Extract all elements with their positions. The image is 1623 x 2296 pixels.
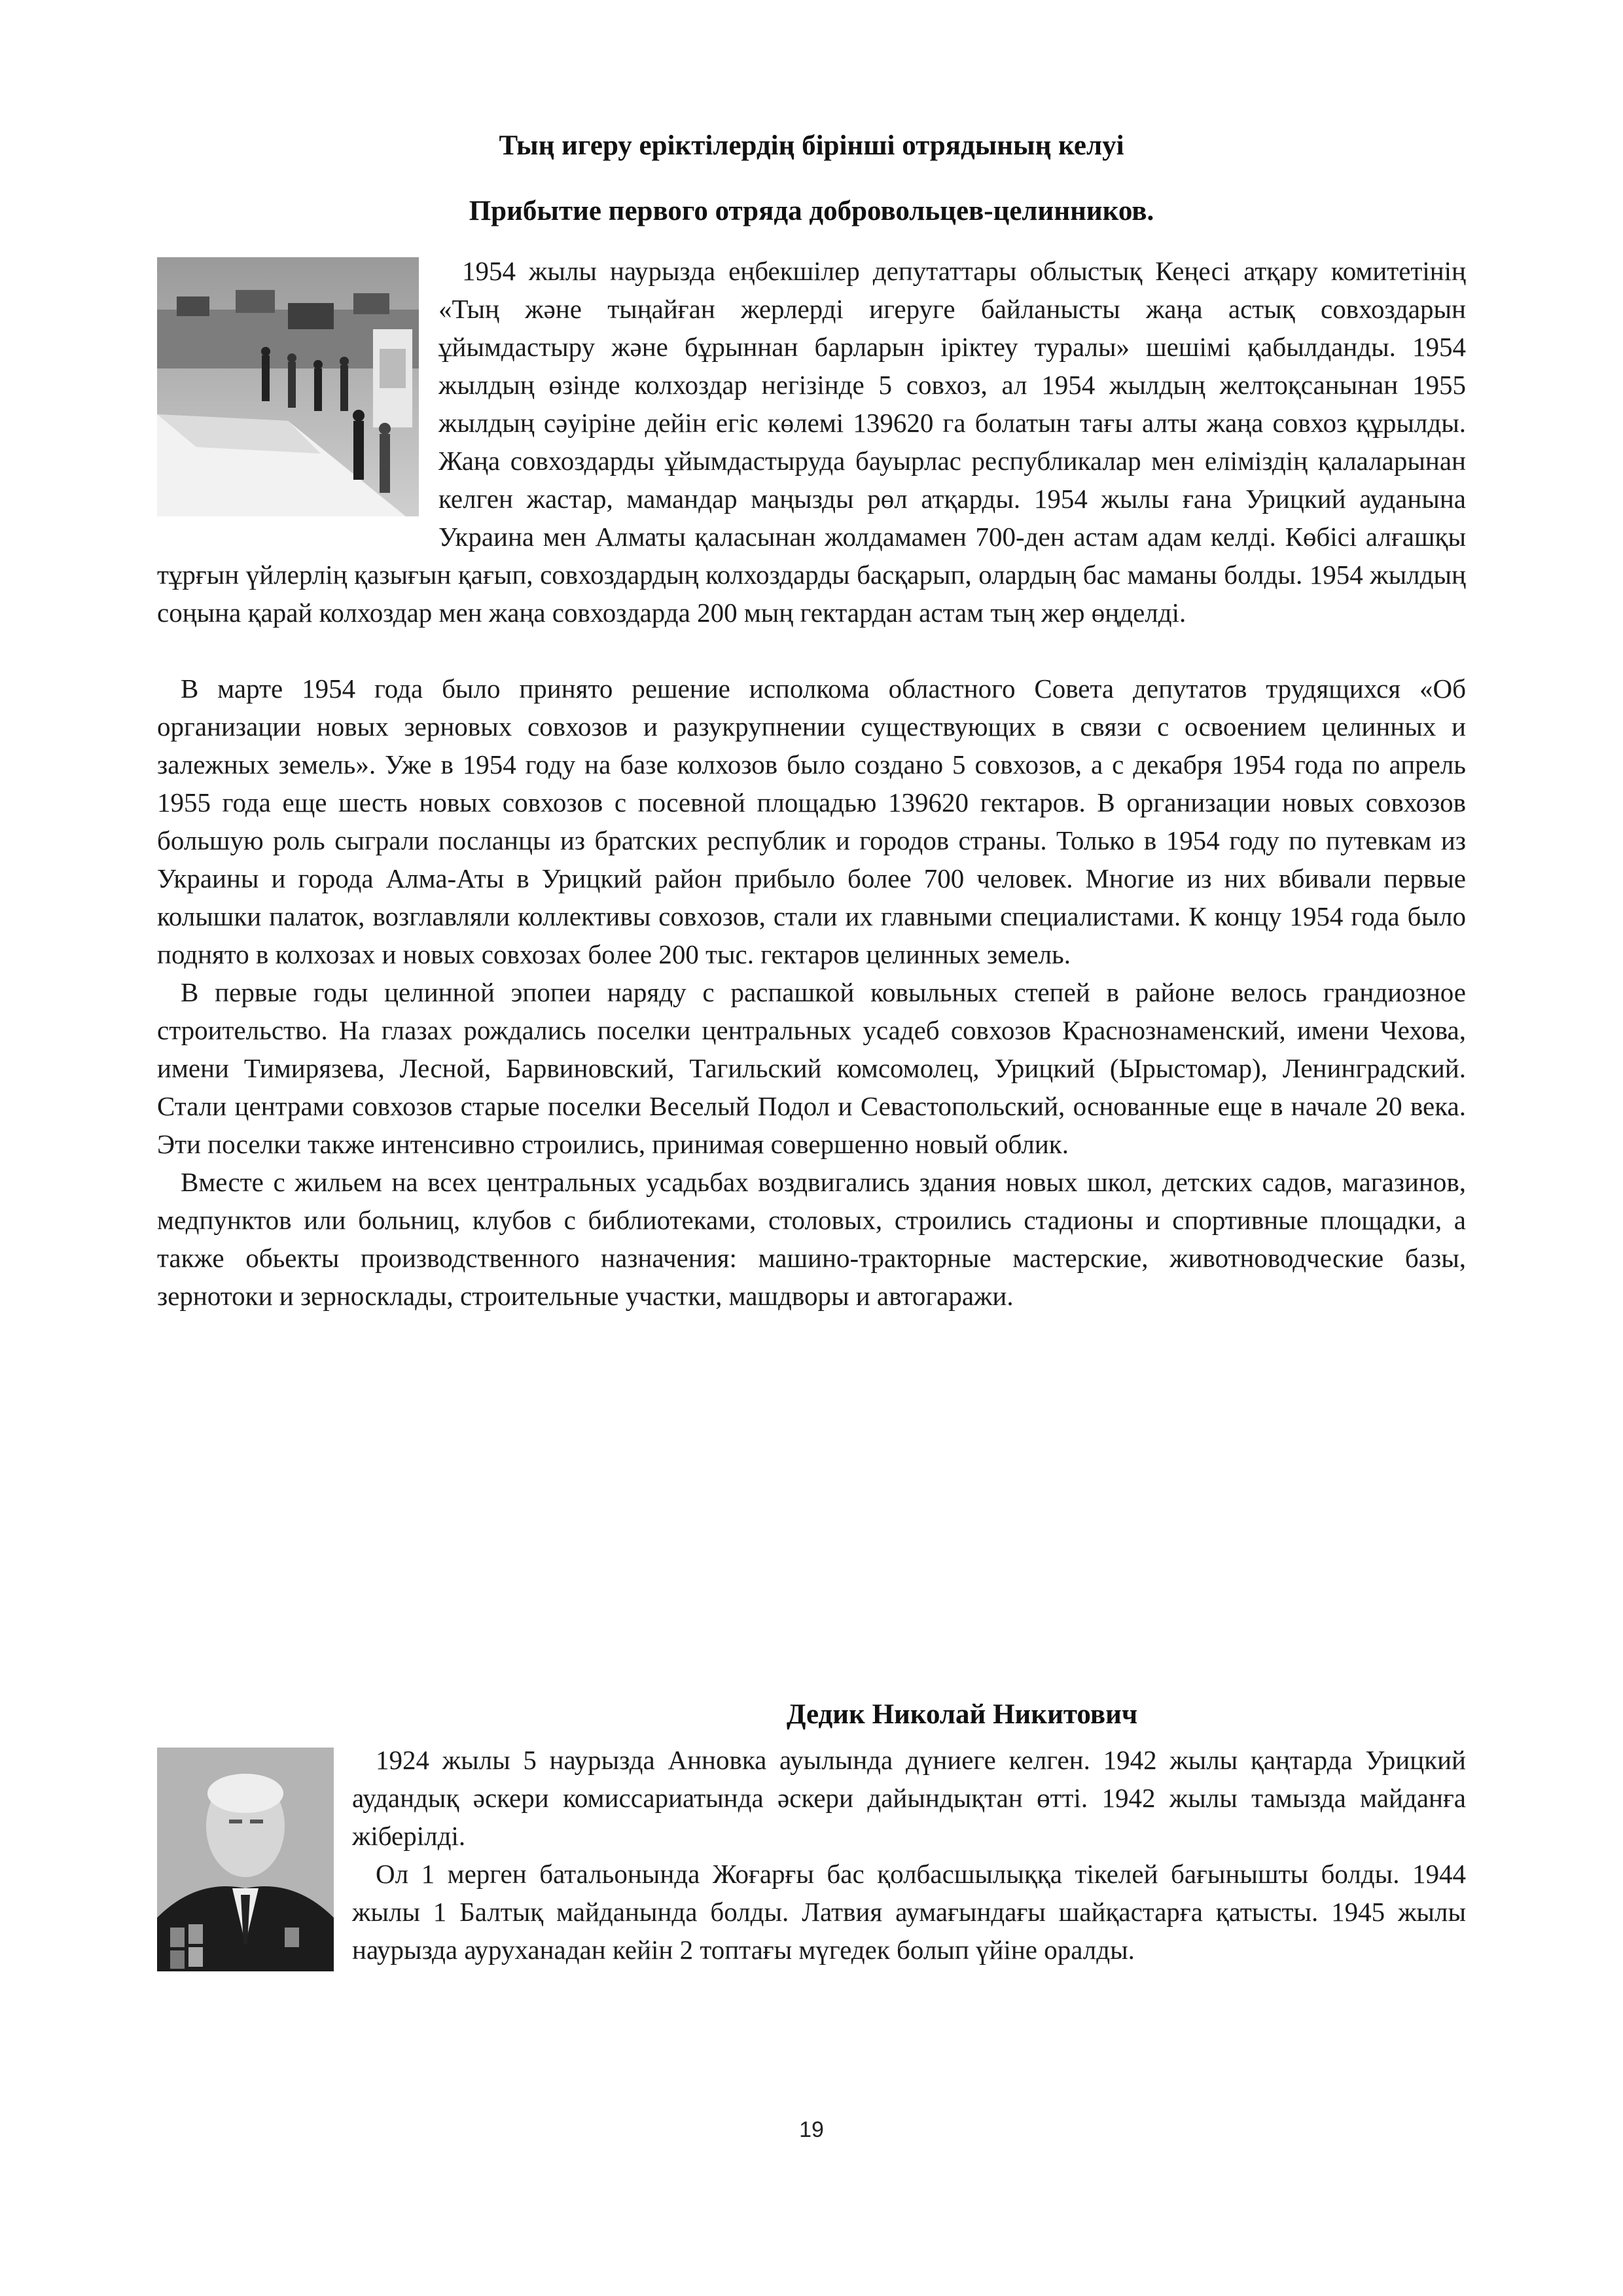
- paragraph-ru-3: Вместе с жильем на всех центральных усадьбах воздвигались здания новых школ, детских садов, магазинов, медпунктов или больниц, клубов с библиотеками, столовых, строились стадионы и спортивные площадки, а также обьекты производственного назначения: машино-тракторные мастерские, животноводческие базы, зернотоки и зерносклады, строительные участки, машдворы и автогаражи.: [157, 1167, 1466, 1311]
- section2-body: [157, 1741, 1466, 1977]
- paragraph-ru-1: В марте 1954 года было принято решение исполкома областного Совета депутатов трудящихся «Об организации новых зерновых совхозов и разукрупнении существующих в связи с освоением целинных и залежных земель». Уже в 1954 году на базе колхозов было создано 5 совхозов, а с декабря 1954 года по апрель 1955 года еще шесть новых совхозов с посевной площадью 139620 гектаров. В организации новых совхозов большую роль сыграли посланцы из братских республик и городов страны. Только в 1954 году по путевкам из Украины и города Алма-Аты в Урицкий район прибыло более 700 человек. Многие из них вбивали первые колышки палаток, возглавляли коллективы совхозов, стали их главными специалистами. К концу 1954 года было поднято в колхозах и новых совхозах более 200 тыс. гектаров целинных земель.: [157, 673, 1466, 969]
- section1-body: [157, 252, 1466, 1315]
- person-name-heading: Дедик Николай Никитович: [786, 1699, 1138, 1730]
- biography-paragraph-1: 1924 жылы 5 наурызда Анновка ауылында дүниеге келген. 1942 жылы қаңтарда Урицкий аудандық әскери комиссариатында әскери дайындықтан өтті. 1942 жылы тамызда майданға жіберілді.: [352, 1745, 1466, 1851]
- virgin-lands-camp-photo: [157, 257, 419, 516]
- portrait-photo: [157, 1748, 334, 1971]
- paragraph-ru-2: В первые годы целинной эпопеи наряду с распашкой ковыльных степей в районе велось грандиозное строительство. На глазах рождались поселки центральных усадеб совхозов Краснознаменский, имени Чехова, имени Тимирязева, Лесной, Барвиновский, Тагильский комсомолец, Урицкий (Ырыстомар), Ленинградский. Стали центрами совхозов старые поселки Веселый Подол и Севастопольский, основанные еще в начале 20 века. Эти поселки также интенсивно строились, принимая совершенно новый облик.: [157, 977, 1466, 1159]
- page-number: 19: [799, 2117, 824, 2142]
- biography-paragraph-2: Ол 1 мерген батальонында Жоғарғы бас қолбасшылыққа тікелей бағынышты болды. 1944 жылы 1 Балтық майданында болды. Латвия аумағындағы шайқастарға қатысты. 1945 жылы наурызда ауруханадан кейін 2 топтағы мүгедек болып үйіне оралды.: [352, 1859, 1466, 1965]
- section-title-kz: Тың игеру еріктілердің бірінші отрядының келуі: [499, 130, 1124, 161]
- section-title-ru: Прибытие первого отряда добровольцев-целинников.: [469, 196, 1154, 226]
- paragraph-kz: 1954 жылы наурызда еңбекшілер депутаттары облыстық Кеңесі атқару комитетінің «Тың және тыңайған жерлерді игеруге байланысты жаңа астық совхоздарын ұйымдастыру және бұрыннан барларын іріктеу туралы» шешімі қабылданды. 1954 жылдың өзінде колхоздар негізінде 5 совхоз, ал 1954 жылдың желтоқсанынан 1955 жылдың сәуіріне дейін егіс көлемі 139620 га болатын тағы алты жаңа совхоз құрылды. Жаңа совхоздарды ұйымдастыруда бауырлас республикалар мен еліміздің қалаларынан келген жастар, мамандар маңызды рөл атқарды. 1954 жылы ғана Урицкий ауданына Украина мен Алматы қаласынан жолдамамен 700-ден астам адам келді. Көбісі алғашқы тұрғын үйлерлің қазығын қағып, совхоздардың колхоздарды басқарып, олардың бас маманы болды. 1954 жылдың соңына қарай колхоздар мен жаңа совхоздарда 200 мың гектардан астам тың жер өңделді.: [157, 256, 1466, 628]
